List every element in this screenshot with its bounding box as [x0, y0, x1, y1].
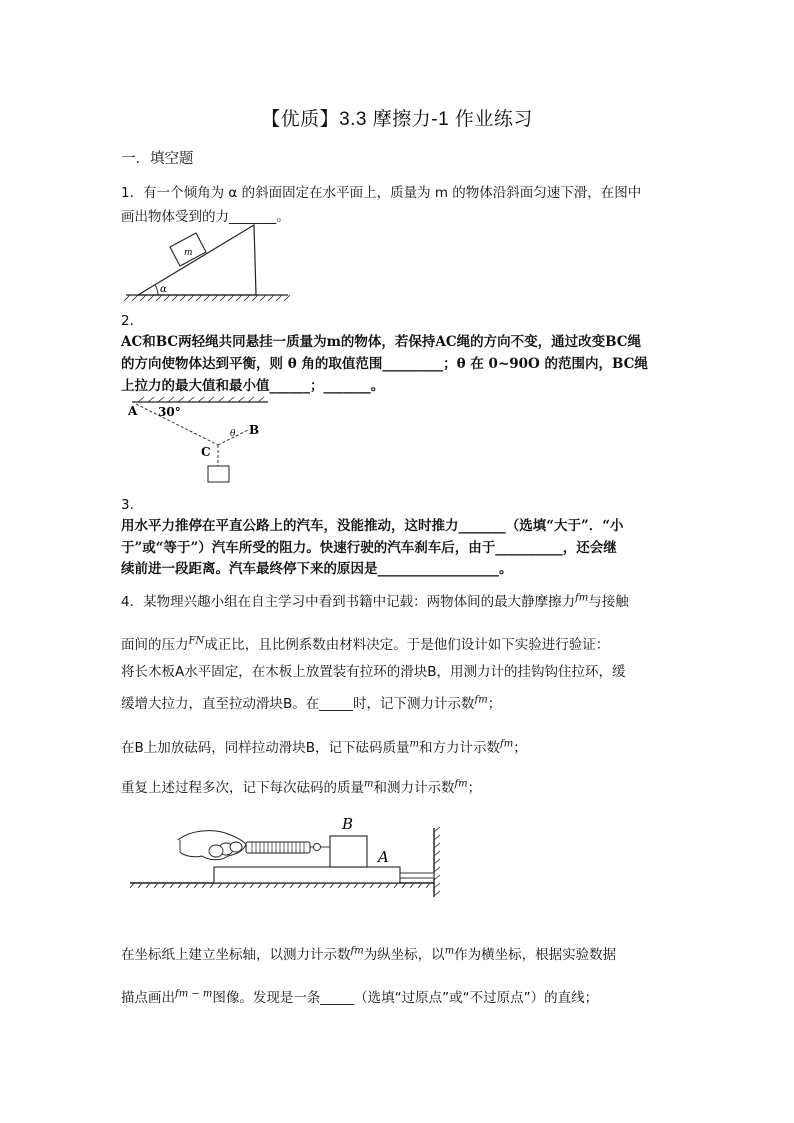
q4-line-4: 缓增大拉力，直至拉动滑块B。在_____时，记下测力计示数$^{fm}$； — [121, 694, 502, 712]
q2-number: 2． — [121, 313, 144, 329]
q3-line-3: 续前进一段距离。汽车最终停下来的原因是__________________。 — [121, 561, 513, 577]
section-heading: 一．填空题 — [121, 151, 194, 167]
q3-number: 3． — [121, 497, 144, 513]
point-b-label: B — [249, 423, 260, 437]
rope-figure — [122, 396, 272, 488]
block-b-label: B — [342, 815, 354, 833]
q4-line-8: 描点画出$^{fm - m}$图像。发现是一条_____（选填“过原点”或“不过原点”）的直线； — [121, 988, 599, 1006]
hanging-mass — [208, 466, 229, 482]
theta-label: θ — [230, 429, 236, 439]
q3-line-2: 于”或“等于”）汽车所受的阻力。快速行驶的汽车刹车后，由于__________，还会继 — [121, 540, 617, 556]
q4-line-5: 在B上加放砝码，同样拉动滑块B，记下砝码质量$^m$和方力计示数$^{fm}$； — [121, 738, 527, 756]
angle-30-label: 30° — [158, 405, 181, 419]
angle-label: α — [160, 284, 167, 295]
q4-line-7: 在坐标纸上建立坐标轴，以测力计示数$^{fm}$为纵坐标，以$^m$作为横坐标，根据实验数据 — [121, 945, 617, 963]
q4-line-1: 4．某物理兴趣小组在自主学习中看到书籍中记载：两物体间的最大静摩擦力$^{fm}$与接触 — [121, 592, 629, 610]
mass-label: m — [184, 248, 193, 258]
q2-line-1: AC和BC两轻绳共同悬挂一质量为m的物体，若保持AC绳的方向不变，通过改变BC绳 — [121, 334, 642, 350]
point-a-label: A — [128, 404, 138, 418]
board-a-label: A — [378, 848, 389, 866]
q4-line-6: 重复上述过程多次，记下每次砝码的质量$^m$和测力计示数$^{fm}$； — [121, 778, 482, 796]
q4-line-2: 面间的压力$^{FN}$成正比，且比例系数由材料决定。于是他们设计如下实验进行验证： — [121, 635, 610, 653]
q2-line-2: 的方向使物体达到平衡，则 θ 角的取值范围_________；θ 在 0~90O 的范围内，BC绳 — [121, 356, 648, 372]
block-b — [330, 836, 367, 867]
board-a — [214, 867, 400, 883]
friction-apparatus-figure — [128, 812, 450, 902]
q1-line-2: 画出物体受到的力_______。 — [121, 209, 290, 225]
q1-line-1: 1．有一个倾角为 α 的斜面固定在水平面上，质量为 m 的物体沿斜面匀速下滑，在图中 — [121, 185, 642, 201]
q4-line-3: 将长木板A水平固定，在木板上放置装有拉环的滑块B，用测力计的挂钩钩住拉环，缓 — [121, 664, 626, 680]
point-c-label: C — [201, 445, 211, 459]
q2-line-3: 上拉力的最大值和最小值______；_______。 — [121, 378, 385, 394]
q3-line-1: 用水平力推停在平直公路上的汽车，没能推动，这时推力_______（选填“大于”．“小 — [121, 518, 624, 534]
page-title: 【优质】3.3 摩擦力-1 作业练习 — [261, 109, 533, 130]
incline-figure — [118, 222, 293, 302]
